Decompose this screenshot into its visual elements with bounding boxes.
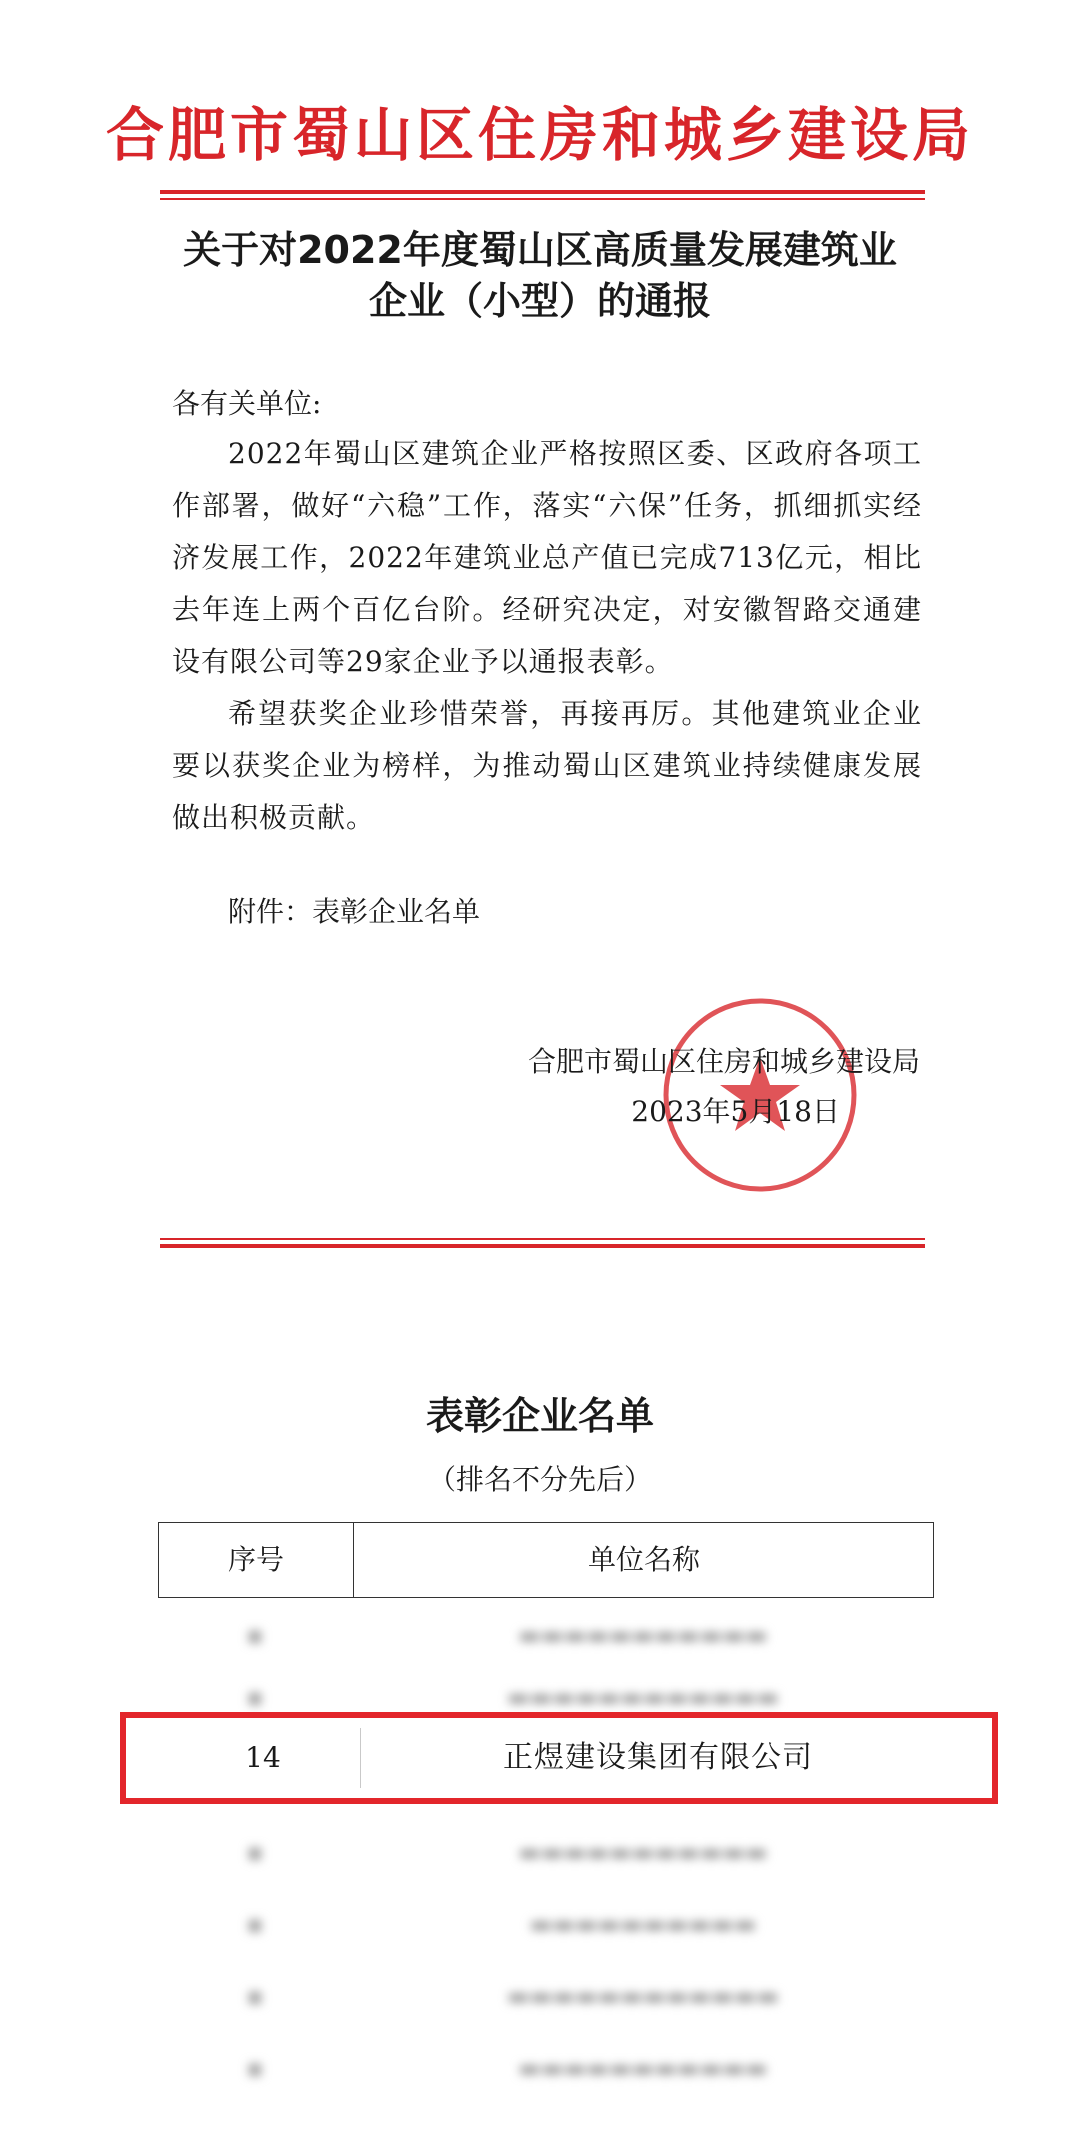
page-gap [0,1262,1080,1320]
letterhead-rule-thick [160,190,925,194]
signature-date: 2023年5月18日 [631,1095,840,1128]
letterhead-title: 合肥市蜀山区住房和城乡建设局 [105,101,974,169]
blurred-cell: ▪ [246,2054,264,2082]
signature-org: 合肥市蜀山区住房和城乡建设局 [527,1045,920,1078]
header-unit-name: 单位名称 [587,1543,700,1576]
header-serial: 序号 [159,1523,354,1597]
table-row-blurred [158,1598,934,1672]
table-row-highlighted [166,1728,956,1788]
body-paragraph-2: 希望获奖企业珍惜荣誉，再接再厉。其他建筑业企业要以获奖企业为榜样，为推动蜀山区建筑业持续健康发展做出积极贡献。 [172,697,922,834]
highlighted-serial: 14 [166,1728,361,1788]
blurred-cell: ▪ [246,1838,264,1866]
blurred-cell: ▬▬▬▬▬▬▬▬▬▬▬ [518,2054,768,2082]
blurred-cell: ▬▬▬▬▬▬▬▬▬▬▬▬ [506,1683,780,1711]
attachment-note: 附件：表彰企业名单 [228,895,481,928]
notice-title-line2: 企业（小型）的通报 [368,279,711,324]
table-row-blurred [158,1887,934,1959]
award-table [158,1522,934,1722]
notice-title-line1: 关于对2022年度蜀山区高质量发展建筑业 [183,228,897,272]
highlighted-company-name: 正煜建设集团有限公司 [503,1740,813,1775]
footer-rule-thin [160,1238,925,1240]
blurred-cell: ▬▬▬▬▬▬▬▬▬▬ [529,1910,757,1938]
table-header [158,1522,934,1598]
table-row-blurred [158,1815,934,1887]
blurred-cell: ▪ [246,1621,264,1649]
salutation: 各有关单位: [172,387,322,420]
table-row-blurred [158,2031,934,2103]
table-row-blurred [158,1959,934,2031]
blurred-cell: ▪ [246,1683,264,1711]
footer-rule-thick [160,1244,925,1248]
list-subtitle: （排名不分先后） [427,1463,652,1496]
blurred-cell: ▬▬▬▬▬▬▬▬▬▬▬ [518,1621,768,1649]
highlight-box [120,1712,998,1804]
blurred-cell: ▬▬▬▬▬▬▬▬▬▬▬ [518,1838,768,1866]
blurred-cell: ▪ [246,1982,264,2010]
notice-title [150,225,930,328]
blurred-rows [158,1815,934,2103]
list-title: 表彰企业名单 [425,1394,654,1438]
blurred-cell: ▬▬▬▬▬▬▬▬▬▬▬▬ [506,1982,780,2010]
letterhead-rule-thin [160,198,925,200]
body-paragraph-1: 2022年蜀山区建筑企业严格按照区委、区政府各项工作部署，做好“六稳”工作，落实“六保”任务，抓细抓实经济发展工作，2022年建筑业总产值已完成713亿元，相比去年连上两个百亿台阶。经研究决定，对安徽智路交通建设有限公司等29家企业予以通报表彰。 [172,437,922,678]
blurred-cell: ▪ [246,1910,264,1938]
